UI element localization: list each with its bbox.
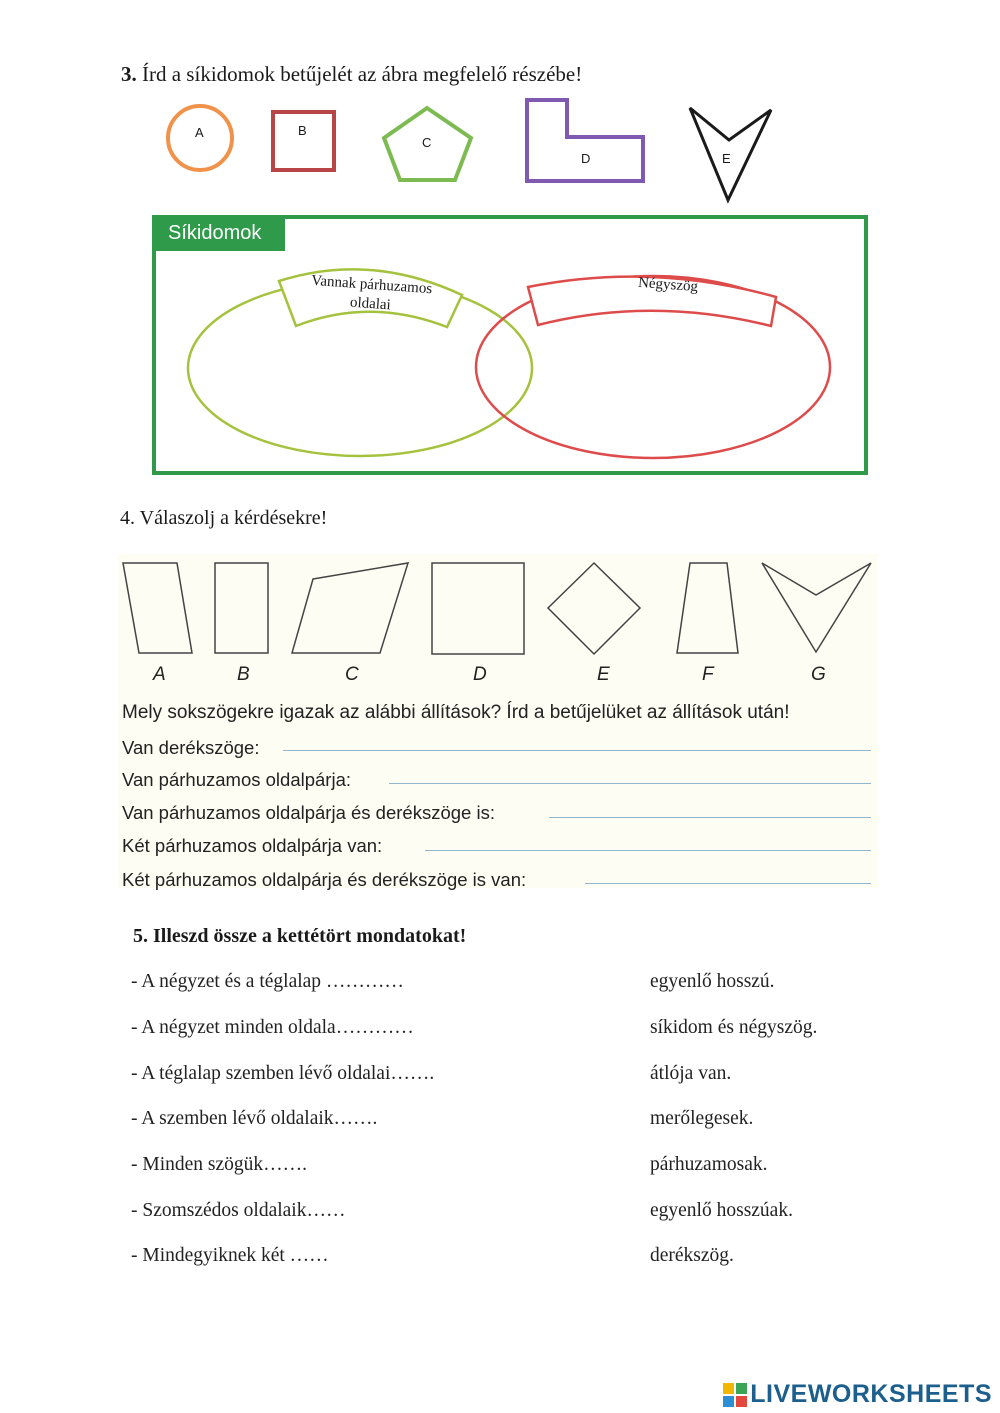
answer-line-3[interactable] bbox=[549, 817, 871, 818]
exercise-3-number: 3. bbox=[121, 62, 137, 86]
sentence-start-1[interactable]: - A négyzet és a téglalap ………… bbox=[131, 971, 404, 992]
statement-4: Két párhuzamos oldalpárja van: bbox=[122, 835, 383, 856]
shape-label-c: C bbox=[422, 135, 432, 150]
statement-3: Van párhuzamos oldalpárja és derékszöge is: bbox=[122, 802, 495, 823]
exercise-3-instruction: Írd a síkidomok betűjelét az ábra megfelelő részébe! bbox=[142, 62, 583, 86]
statements-intro: Mely sokszögekre igazak az alábbi állítások? Írd a betűjelüket az állítások után! bbox=[122, 702, 790, 723]
polygon-g bbox=[762, 563, 871, 652]
venn-title: Síkidomok bbox=[152, 215, 285, 251]
shape-label-a: A bbox=[195, 125, 204, 140]
liveworksheets-brand bbox=[722, 1380, 992, 1409]
sentence-end-1[interactable]: egyenlő hosszú. bbox=[650, 971, 775, 992]
sentence-end-2[interactable]: síkidom és négyszög. bbox=[650, 1017, 818, 1038]
answer-line-2[interactable] bbox=[389, 783, 871, 784]
polygon-a bbox=[123, 563, 192, 653]
sentence-start-2[interactable]: - A négyzet minden oldala………… bbox=[131, 1017, 414, 1038]
polygon-c bbox=[292, 563, 408, 653]
answer-line-5[interactable] bbox=[585, 883, 871, 884]
sentence-end-3[interactable]: átlója van. bbox=[650, 1063, 732, 1084]
polygon-letter-g: G bbox=[811, 664, 826, 685]
polygon-letter-e: E bbox=[597, 664, 610, 685]
polygon-row bbox=[0, 0, 1000, 700]
sentence-end-7[interactable]: derékszög. bbox=[650, 1245, 734, 1266]
answer-line-1[interactable] bbox=[283, 750, 871, 751]
left-set-label: Vannak párhuzamos oldalai bbox=[310, 272, 433, 314]
polygon-e bbox=[548, 563, 640, 654]
statement-2: Van párhuzamos oldalpárja: bbox=[122, 769, 351, 790]
sentence-start-7[interactable]: - Mindegyiknek két …… bbox=[131, 1245, 329, 1266]
brand-name: LIVEWORKSHEETS bbox=[750, 1380, 992, 1408]
polygon-b bbox=[215, 563, 268, 653]
polygon-letter-d: D bbox=[473, 664, 487, 685]
sentence-start-6[interactable]: - Szomszédos oldalaik…… bbox=[131, 1200, 346, 1221]
sentence-end-5[interactable]: párhuzamosak. bbox=[650, 1154, 768, 1175]
shape-label-e: E bbox=[722, 151, 731, 166]
sentence-start-5[interactable]: - Minden szögük……. bbox=[131, 1154, 308, 1175]
statement-5: Két párhuzamos oldalpárja és derékszöge is van: bbox=[122, 869, 527, 890]
polygon-letter-b: B bbox=[237, 664, 250, 685]
sentence-start-3[interactable]: - A téglalap szemben lévő oldalai……. bbox=[131, 1063, 435, 1084]
polygon-f bbox=[677, 563, 738, 653]
polygon-letter-c: C bbox=[345, 664, 359, 685]
answer-line-4[interactable] bbox=[425, 850, 871, 851]
liveworksheets-logo-icon bbox=[722, 1382, 748, 1408]
polygon-letter-a: A bbox=[153, 664, 166, 685]
statement-1: Van derékszöge: bbox=[122, 737, 260, 758]
sentence-end-6[interactable]: egyenlő hosszúak. bbox=[650, 1200, 793, 1221]
sentence-start-4[interactable]: - A szemben lévő oldalaik……. bbox=[131, 1108, 378, 1129]
exercise-5-title: 5. Illeszd össze a kettétört mondatokat! bbox=[133, 925, 467, 947]
polygon-d bbox=[432, 563, 524, 654]
shape-label-d: D bbox=[581, 151, 591, 166]
polygon-letter-f: F bbox=[702, 664, 714, 685]
sentence-end-4[interactable]: merőlegesek. bbox=[650, 1108, 754, 1129]
shape-label-b: B bbox=[298, 123, 307, 138]
right-set-label: Négyszög bbox=[637, 274, 699, 296]
exercise-4-title: 4. Válaszolj a kérdésekre! bbox=[120, 507, 328, 529]
